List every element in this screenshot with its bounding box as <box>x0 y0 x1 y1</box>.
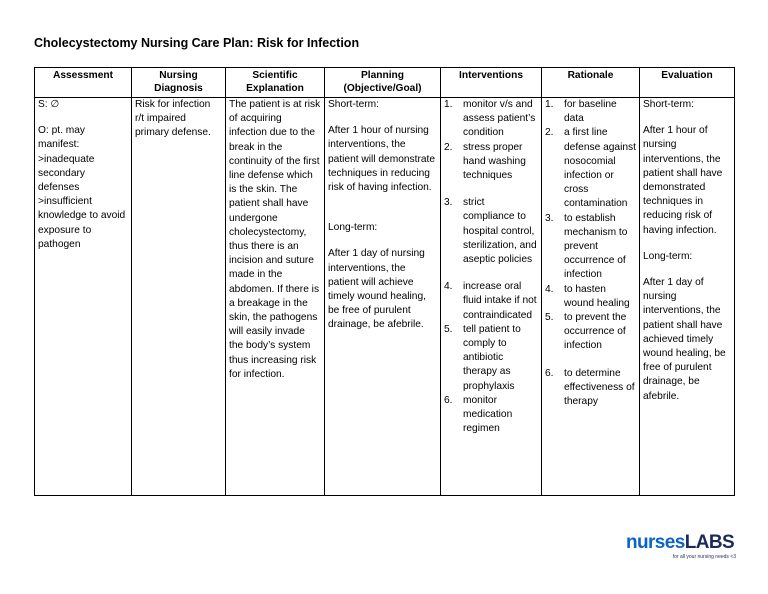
table-row <box>35 98 735 496</box>
logo-word-labs: LABS <box>684 532 735 553</box>
logo-tagline: for all your nursing needs <3 <box>672 554 736 560</box>
list-item: 5. to prevent the occurrence of infection <box>545 312 627 352</box>
evaluation-short-term-label: Short-term: <box>643 99 694 110</box>
objective-finding: >insufficient knowledge to avoid exposure to pathogen <box>38 196 126 250</box>
header-assessment: Assessment <box>35 68 132 98</box>
header-row <box>35 68 735 98</box>
document-title: Cholecystectomy Nursing Care Plan: Risk for Infection <box>34 36 360 50</box>
assessment-cell <box>35 98 132 496</box>
list-item: 3. strict compliance to hospital control, sterilization, and aseptic policies <box>444 197 537 266</box>
planning-long-term-label: Long-term: <box>328 222 378 234</box>
list-item: 1. for baseline data <box>545 99 617 125</box>
rationale-cell <box>542 98 640 496</box>
nursing-diagnosis-text: Risk for infection r/t impaired primary defense. <box>135 99 211 139</box>
explanation-cell <box>226 98 325 496</box>
header-rationale: Rationale <box>542 68 640 98</box>
planning-cell <box>325 98 441 496</box>
list-item: 2. a first line defense against nosocomial infection or cross contamination <box>545 127 636 210</box>
planning-short-term-text: After 1 hour of nursing interventions, the patient will demonstrate techniques in reducing risk of having infection. <box>328 125 436 194</box>
header-evaluation: Evaluation <box>640 68 735 98</box>
subjective-data: S: ∅ <box>38 99 60 110</box>
planning-long-term-text: After 1 day of nursing interventions, the patient will achieve timely wound healing, be free of purulent drainage, be afebrile. <box>328 248 426 331</box>
evaluation-short-term-text: After 1 hour of nursing interventions, the patient shall have demonstrated techniques in reducing risk of having infection. <box>643 125 723 236</box>
list-item: 3. to establish mechanism to prevent occurrence of infection <box>545 212 628 281</box>
logo-word-nurses: nurses <box>626 532 685 553</box>
scientific-explanation-text: The patient is at risk of acquiring infection due to the break in the continuity of the first line defense which is the skin. The patient shall have undergone cholecystectomy, thus there is an incision and suture made in the abdomen. If there is a breakage in the skin, the pathogens will easily invade the body’s system thus increasing risk for infection. <box>229 99 321 380</box>
header-nursing-diagnosis: Nursing Diagnosis <box>132 68 226 98</box>
interventions-list <box>444 98 538 436</box>
list-item: 6. monitor medication regimen <box>444 394 513 435</box>
care-plan-table <box>34 67 735 496</box>
list-item: 5. tell patient to comply to antibiotic therapy as prophylaxis <box>444 323 521 392</box>
objective-intro: O: pt. may manifest: <box>38 125 85 151</box>
list-item: 6. to determine effectiveness of therapy <box>545 367 635 408</box>
header-planning: Planning (Objective/Goal) <box>325 68 441 98</box>
evaluation-long-term-text: After 1 day of nursing interventions, the patient shall have achieved timely wound healing, be free of purulent drainage, be afebrile. <box>643 277 726 402</box>
interventions-cell <box>441 98 542 496</box>
list-item: 2. stress proper hand washing techniques <box>444 141 526 182</box>
evaluation-cell <box>640 98 735 496</box>
list-item: 1. monitor v/s and assess patient’s condition <box>444 99 536 139</box>
list-item: 4. increase oral fluid intake if not contraindicated <box>444 281 537 321</box>
header-interventions: Interventions <box>441 68 542 98</box>
nurseslabs-logo <box>626 533 736 567</box>
rationale-list <box>545 98 636 409</box>
list-item: 4. to hasten wound healing <box>545 283 630 309</box>
diagnosis-cell <box>132 98 226 496</box>
planning-short-term-label: Short-term: <box>328 99 379 110</box>
evaluation-long-term-label: Long-term: <box>643 250 693 262</box>
objective-finding: >inadequate secondary defenses <box>38 153 95 194</box>
header-scientific-explanation: Scientific Explanation <box>226 68 325 98</box>
